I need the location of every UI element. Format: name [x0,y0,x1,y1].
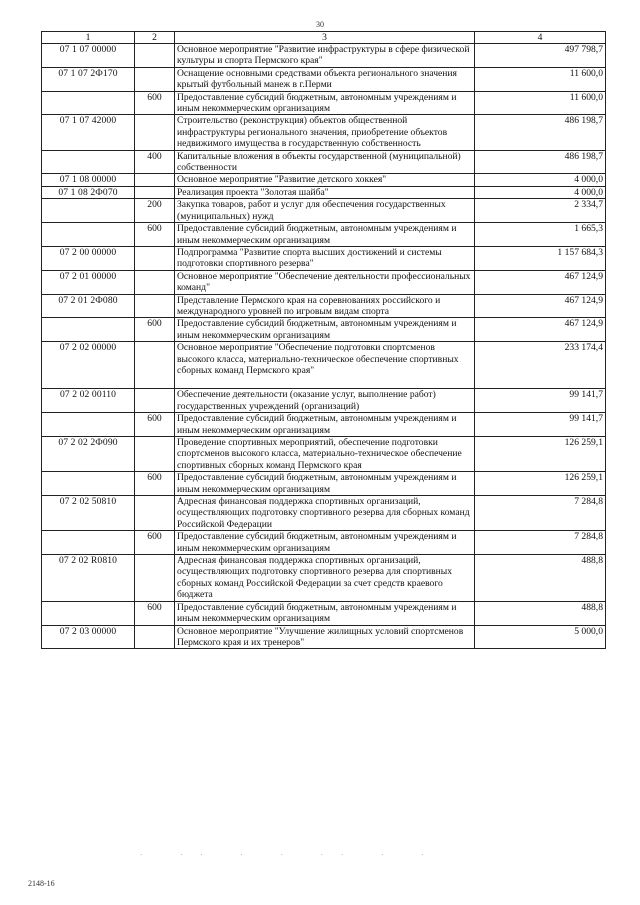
table-row [42,472,606,496]
row-name-cell: Основное мероприятие "Развитие детского хоккея" [175,174,475,186]
row-amount-cell: 488,8 [475,555,606,602]
table-row [42,318,606,342]
row-kind-cell [135,294,175,318]
row-amount-cell: 126 259,1 [475,437,606,472]
row-name-cell: Предоставление субсидий бюджетным, автономным учреждениям и иным некоммерческим организациям [175,91,475,115]
row-kind-cell: 600 [135,601,175,625]
row-code-cell: 07 2 02 00000 [42,342,135,389]
row-name-cell: Подпрограмма "Развитие спорта высших достижений и системы подготовки спортивного резерва" [175,246,475,270]
row-code-cell: 07 2 01 2Ф080 [42,294,135,318]
column-header-name: 3 [175,32,475,44]
row-code-cell: 07 2 02 R0810 [42,555,135,602]
table-row [42,389,606,413]
row-amount-cell: 7 284,8 [475,496,606,531]
table-row [42,342,606,389]
row-kind-cell: 600 [135,472,175,496]
row-name-cell: Предоставление субсидий бюджетным, автономным учреждениям и иным некоммерческим организациям [175,318,475,342]
row-code-cell: 07 2 02 00110 [42,389,135,413]
table-row [42,186,606,198]
row-amount-cell: 467 124,9 [475,270,606,294]
row-name-cell: Представление Пермского края на соревнованиях российского и международного уровней по игровым видам спорта [175,294,475,318]
row-code-cell: 07 1 07 00000 [42,44,135,68]
row-kind-cell [135,342,175,389]
row-amount-cell: 233 174,4 [475,342,606,389]
row-name-cell: Обеспечение деятельности (оказание услуг, выполнение работ) государственных учреждений (организаций) [175,389,475,413]
footer-code: 2148-16 [28,879,55,888]
row-amount-cell: 126 259,1 [475,472,606,496]
row-name-cell: Основное мероприятие "Улучшение жилищных условий спортсменов Пермского края и их тренеров" [175,625,475,649]
table-row [42,67,606,91]
budget-table [41,31,606,649]
row-kind-cell [135,246,175,270]
column-header-kind: 2 [135,32,175,44]
row-code-cell: 07 2 00 00000 [42,246,135,270]
row-code-cell: 07 1 07 42000 [42,115,135,150]
row-kind-cell [135,67,175,91]
row-kind-cell: 600 [135,91,175,115]
column-header-code: 1 [42,32,135,44]
row-code-cell [42,413,135,437]
table-row [42,294,606,318]
table-row [42,625,606,649]
row-name-cell: Проведение спортивных мероприятий, обеспечение подготовки спортсменов высокого класса, материально-техническое обеспечение спортивных сборных команд Пермского края [175,437,475,472]
row-name-cell: Основное мероприятие "Обеспечение деятельности профессиональных команд" [175,270,475,294]
row-code-cell: 07 1 08 2Ф070 [42,186,135,198]
row-kind-cell [135,174,175,186]
row-name-cell: Реализация проекта "Золотая шайба" [175,186,475,198]
row-amount-cell: 486 198,7 [475,150,606,174]
row-amount-cell: 99 141,7 [475,389,606,413]
row-amount-cell: 99 141,7 [475,413,606,437]
row-code-cell [42,199,135,223]
table-row [42,437,606,472]
row-name-cell: Основное мероприятие "Обеспечение подготовки спортсменов высокого класса, материально-техническое обеспечение спортивных сборных команд Пермского края" [175,342,475,389]
table-row [42,413,606,437]
scan-artifacts: · ·· · · ·· · · [140,851,442,859]
row-amount-cell: 467 124,9 [475,318,606,342]
row-kind-cell [135,625,175,649]
row-code-cell: 07 1 08 00000 [42,174,135,186]
row-kind-cell [135,115,175,150]
row-name-cell: Адресная финансовая поддержка спортивных организаций, осуществляющих подготовку спортивного резерва для сборных команд Российской Федерации [175,496,475,531]
page-number: 30 [316,20,324,29]
row-kind-cell: 200 [135,199,175,223]
table-row [42,150,606,174]
row-amount-cell: 497 798,7 [475,44,606,68]
row-code-cell [42,472,135,496]
row-code-cell: 07 2 02 50810 [42,496,135,531]
table-row [42,174,606,186]
table-row [42,44,606,68]
row-amount-cell: 4 000,0 [475,186,606,198]
row-amount-cell: 488,8 [475,601,606,625]
row-kind-cell: 400 [135,150,175,174]
row-code-cell [42,318,135,342]
row-amount-cell: 5 000,0 [475,625,606,649]
row-kind-cell [135,496,175,531]
table-row [42,601,606,625]
table-row [42,115,606,150]
row-code-cell [42,150,135,174]
row-amount-cell: 2 334,7 [475,199,606,223]
row-code-cell: 07 2 02 2Ф090 [42,437,135,472]
row-name-cell: Предоставление субсидий бюджетным, автономным учреждениям и иным некоммерческим организациям [175,413,475,437]
row-kind-cell: 600 [135,223,175,247]
row-name-cell: Предоставление субсидий бюджетным, автономным учреждениям и иным некоммерческим организациям [175,531,475,555]
table-row [42,91,606,115]
row-code-cell: 07 2 03 00000 [42,625,135,649]
row-name-cell: Предоставление субсидий бюджетным, автономным учреждениям и иным некоммерческим организациям [175,472,475,496]
row-code-cell: 07 1 07 2Ф170 [42,67,135,91]
table-row [42,270,606,294]
table-row [42,531,606,555]
row-name-cell: Основное мероприятие "Развитие инфраструктуры в сфере физической культуры и спорта Пермского края" [175,44,475,68]
row-amount-cell: 7 284,8 [475,531,606,555]
table-row [42,223,606,247]
row-kind-cell [135,555,175,602]
row-kind-cell [135,389,175,413]
table-row [42,246,606,270]
row-name-cell: Предоставление субсидий бюджетным, автономным учреждениям и иным некоммерческим организациям [175,601,475,625]
table-body [42,44,606,649]
row-name-cell: Закупка товаров, работ и услуг для обеспечения государственных (муниципальных) нужд [175,199,475,223]
row-amount-cell: 4 000,0 [475,174,606,186]
row-kind-cell [135,44,175,68]
row-kind-cell [135,186,175,198]
row-code-cell [42,601,135,625]
table-row [42,496,606,531]
row-name-cell: Оснащение основными средствами объекта регионального значения крытый футбольный манеж в г.Перми [175,67,475,91]
table-header-row [42,32,606,44]
row-code-cell [42,223,135,247]
row-amount-cell: 11 600,0 [475,67,606,91]
row-name-cell: Предоставление субсидий бюджетным, автономным учреждениям и иным некоммерческим организациям [175,223,475,247]
row-name-cell: Капитальные вложения в объекты государственной (муниципальной) собственности [175,150,475,174]
row-name-cell: Адресная финансовая поддержка спортивных организаций, осуществляющих подготовку спортивного резерва для спортивных сборных команд Российской Федерации за счет средств краевого бюджета [175,555,475,602]
row-kind-cell [135,437,175,472]
row-kind-cell: 600 [135,531,175,555]
row-amount-cell: 1 157 684,3 [475,246,606,270]
row-kind-cell: 600 [135,318,175,342]
table-row [42,555,606,602]
row-code-cell [42,91,135,115]
column-header-amount: 4 [475,32,606,44]
row-code-cell: 07 2 01 00000 [42,270,135,294]
row-code-cell [42,531,135,555]
row-amount-cell: 11 600,0 [475,91,606,115]
row-amount-cell: 1 665,3 [475,223,606,247]
row-amount-cell: 486 198,7 [475,115,606,150]
row-amount-cell: 467 124,9 [475,294,606,318]
table-row [42,199,606,223]
row-kind-cell [135,270,175,294]
row-name-cell: Строительство (реконструкция) объектов общественной инфраструктуры регионального значения, приобретение объектов недвижимого имущества в государственную собственность [175,115,475,150]
row-kind-cell: 600 [135,413,175,437]
